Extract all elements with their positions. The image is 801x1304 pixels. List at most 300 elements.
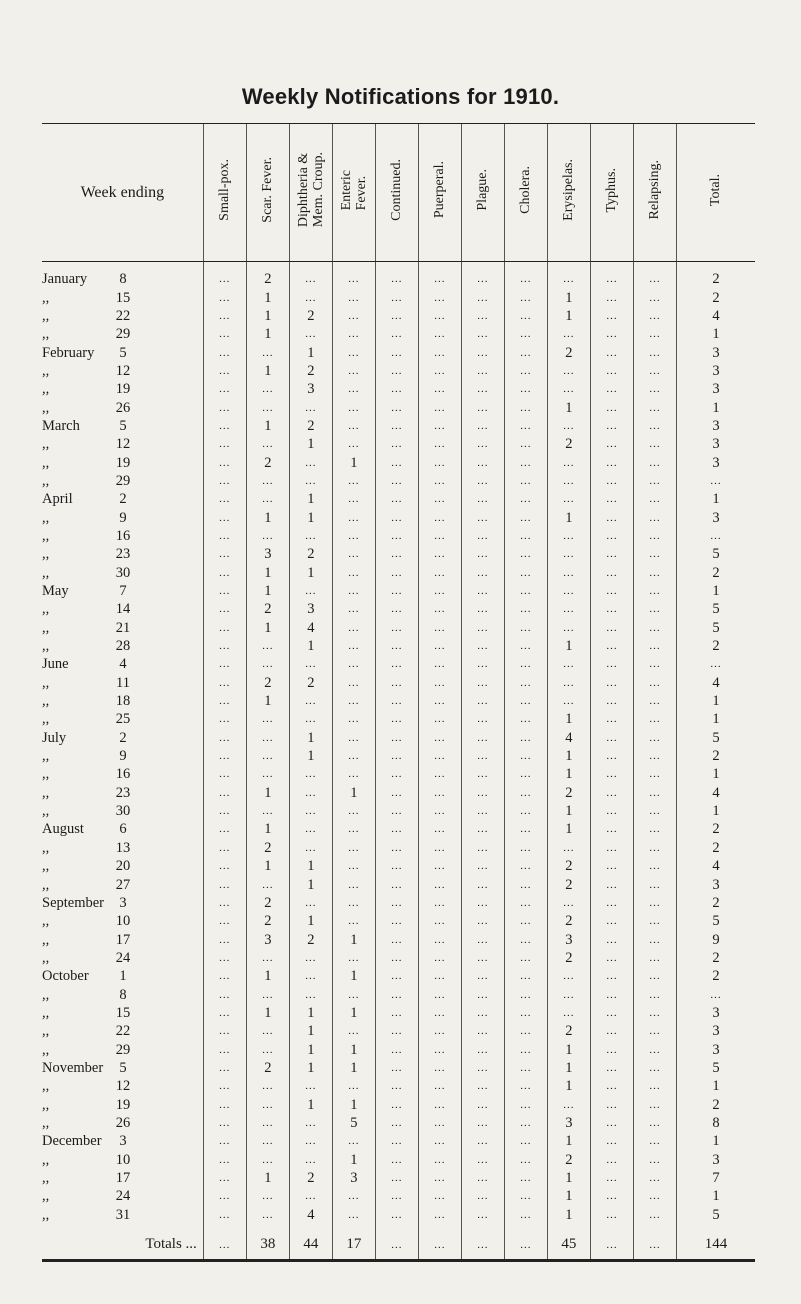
- count-cell: ...: [203, 949, 246, 967]
- table-row: [42, 508, 755, 526]
- count-cell: ...: [590, 453, 633, 471]
- count-cell: ...: [375, 1132, 418, 1150]
- count-cell: ...: [633, 1004, 676, 1022]
- notifications-table: [42, 123, 755, 1262]
- count-cell: ...: [332, 1077, 375, 1095]
- count-cell: ...: [590, 417, 633, 435]
- count-cell: 1: [246, 619, 289, 637]
- row-total-cell: 2: [676, 637, 755, 655]
- week-ending-cell: [42, 288, 203, 306]
- week-ending-cell: [42, 894, 203, 912]
- month-label: ,,: [42, 784, 50, 801]
- count-cell: ...: [289, 802, 332, 820]
- count-cell: ...: [504, 912, 547, 930]
- count-cell: 2: [547, 912, 590, 930]
- count-cell: ...: [504, 875, 547, 893]
- row-total-cell: 1: [676, 1132, 755, 1150]
- count-cell: ...: [375, 747, 418, 765]
- day-label: 26: [115, 399, 131, 416]
- count-cell: 1: [246, 1004, 289, 1022]
- total-cell: 38: [246, 1224, 289, 1261]
- count-cell: ...: [332, 710, 375, 728]
- count-cell: ...: [633, 307, 676, 325]
- count-cell: ...: [203, 398, 246, 416]
- count-cell: ...: [504, 802, 547, 820]
- month-label: ,,: [42, 748, 50, 765]
- count-cell: ...: [461, 1206, 504, 1224]
- total-cell: ...: [504, 1224, 547, 1261]
- count-cell: ...: [418, 1022, 461, 1040]
- count-cell: ...: [504, 362, 547, 380]
- table-row: [42, 1169, 755, 1187]
- week-ending-cell: [42, 1004, 203, 1022]
- day-label: 2: [119, 491, 127, 508]
- table-row: [42, 619, 755, 637]
- count-cell: ...: [633, 380, 676, 398]
- table-row: [42, 729, 755, 747]
- count-cell: 2: [547, 949, 590, 967]
- week-ending-cell: [42, 765, 203, 783]
- day-label: 22: [115, 1023, 131, 1040]
- month-label: ,,: [42, 986, 50, 1003]
- count-cell: 2: [547, 784, 590, 802]
- week-ending-cell: [42, 637, 203, 655]
- day-label: 19: [115, 381, 131, 398]
- count-cell: 4: [547, 729, 590, 747]
- month-label: April: [42, 491, 73, 508]
- count-cell: ...: [633, 472, 676, 490]
- count-cell: ...: [504, 380, 547, 398]
- count-cell: ...: [504, 839, 547, 857]
- count-cell: ...: [375, 710, 418, 728]
- header-relapsing: Relapsing.: [633, 124, 676, 262]
- count-cell: ...: [375, 1059, 418, 1077]
- table-row: [42, 967, 755, 985]
- count-cell: ...: [547, 967, 590, 985]
- count-cell: 1: [289, 912, 332, 930]
- table-row: [42, 1114, 755, 1132]
- count-cell: ...: [504, 894, 547, 912]
- count-cell: ...: [590, 545, 633, 563]
- count-cell: ...: [203, 435, 246, 453]
- count-cell: ...: [633, 1114, 676, 1132]
- count-cell: 2: [289, 1169, 332, 1187]
- count-cell: ...: [332, 619, 375, 637]
- count-cell: ...: [418, 325, 461, 343]
- count-cell: ...: [203, 472, 246, 490]
- month-label: ,,: [42, 509, 50, 526]
- day-label: 29: [115, 1041, 131, 1058]
- count-cell: ...: [332, 1187, 375, 1205]
- row-total-cell: 5: [676, 619, 755, 637]
- day-label: 27: [115, 876, 131, 893]
- count-cell: ...: [375, 912, 418, 930]
- table-row: [42, 1022, 755, 1040]
- day-label: 29: [115, 326, 131, 343]
- count-cell: ...: [375, 1187, 418, 1205]
- count-cell: ...: [461, 637, 504, 655]
- count-cell: ...: [547, 417, 590, 435]
- count-cell: ...: [332, 820, 375, 838]
- row-total-cell: 3: [676, 380, 755, 398]
- count-cell: ...: [633, 1077, 676, 1095]
- count-cell: 1: [289, 1022, 332, 1040]
- count-cell: 1: [246, 967, 289, 985]
- row-total-cell: 1: [676, 325, 755, 343]
- count-cell: ...: [633, 582, 676, 600]
- count-cell: ...: [246, 1206, 289, 1224]
- month-label: ,,: [42, 454, 50, 471]
- count-cell: ...: [203, 288, 246, 306]
- count-cell: ...: [332, 655, 375, 673]
- count-cell: 4: [289, 1206, 332, 1224]
- count-cell: ...: [547, 453, 590, 471]
- count-cell: 1: [289, 637, 332, 655]
- count-cell: ...: [332, 857, 375, 875]
- count-cell: ...: [332, 985, 375, 1003]
- table-row: [42, 1132, 755, 1150]
- count-cell: ...: [418, 949, 461, 967]
- row-total-cell: ...: [676, 655, 755, 673]
- count-cell: ...: [375, 1095, 418, 1113]
- table-row: [42, 1077, 755, 1095]
- count-cell: ...: [289, 472, 332, 490]
- table-row: [42, 398, 755, 416]
- count-cell: 1: [246, 288, 289, 306]
- count-cell: ...: [633, 435, 676, 453]
- count-cell: ...: [418, 729, 461, 747]
- count-cell: ...: [375, 545, 418, 563]
- row-total-cell: 1: [676, 1187, 755, 1205]
- count-cell: ...: [504, 1169, 547, 1187]
- count-cell: ...: [461, 1095, 504, 1113]
- count-cell: ...: [375, 1151, 418, 1169]
- header-puerperal: Puerperal.: [418, 124, 461, 262]
- count-cell: ...: [590, 582, 633, 600]
- count-cell: 2: [547, 1022, 590, 1040]
- count-cell: ...: [504, 600, 547, 618]
- count-cell: 3: [246, 930, 289, 948]
- count-cell: ...: [504, 262, 547, 289]
- count-cell: ...: [633, 655, 676, 673]
- count-cell: ...: [418, 655, 461, 673]
- table-row: [42, 930, 755, 948]
- month-label: August: [42, 821, 84, 838]
- month-label: ,,: [42, 564, 50, 581]
- count-cell: 3: [547, 930, 590, 948]
- count-cell: ...: [289, 1077, 332, 1095]
- count-cell: ...: [375, 875, 418, 893]
- count-cell: ...: [461, 435, 504, 453]
- count-cell: ...: [461, 545, 504, 563]
- count-cell: ...: [375, 985, 418, 1003]
- header-erysipelas: Erysipelas.: [547, 124, 590, 262]
- count-cell: ...: [633, 784, 676, 802]
- day-label: 14: [115, 601, 131, 618]
- day-label: 6: [119, 821, 127, 838]
- count-cell: 1: [289, 1059, 332, 1077]
- count-cell: ...: [461, 857, 504, 875]
- table-row: [42, 307, 755, 325]
- month-label: ,,: [42, 858, 50, 875]
- count-cell: ...: [203, 307, 246, 325]
- week-ending-cell: [42, 1040, 203, 1058]
- week-ending-cell: [42, 710, 203, 728]
- count-cell: 1: [289, 875, 332, 893]
- week-ending-cell: [42, 1077, 203, 1095]
- count-cell: ...: [203, 453, 246, 471]
- header-enteric-fever: Enteric Fever.: [332, 124, 375, 262]
- count-cell: ...: [590, 912, 633, 930]
- day-label: 13: [115, 839, 131, 856]
- count-cell: ...: [246, 527, 289, 545]
- count-cell: ...: [547, 362, 590, 380]
- count-cell: ...: [203, 417, 246, 435]
- totals-row: [42, 1224, 755, 1261]
- count-cell: ...: [461, 1077, 504, 1095]
- count-cell: 1: [547, 1169, 590, 1187]
- count-cell: ...: [461, 1114, 504, 1132]
- week-ending-cell: [42, 967, 203, 985]
- count-cell: ...: [375, 417, 418, 435]
- row-total-cell: 3: [676, 453, 755, 471]
- count-cell: ...: [418, 1114, 461, 1132]
- count-cell: ...: [375, 857, 418, 875]
- count-cell: ...: [461, 692, 504, 710]
- table-row: [42, 1095, 755, 1113]
- row-total-cell: 3: [676, 343, 755, 361]
- count-cell: ...: [461, 600, 504, 618]
- count-cell: ...: [418, 288, 461, 306]
- count-cell: ...: [246, 490, 289, 508]
- day-label: 10: [115, 913, 131, 930]
- week-ending-cell: [42, 839, 203, 857]
- count-cell: ...: [289, 262, 332, 289]
- count-cell: ...: [590, 820, 633, 838]
- count-cell: ...: [246, 472, 289, 490]
- count-cell: ...: [375, 784, 418, 802]
- month-label: ,,: [42, 381, 50, 398]
- total-cell: 17: [332, 1224, 375, 1261]
- count-cell: ...: [461, 765, 504, 783]
- count-cell: ...: [547, 655, 590, 673]
- count-cell: ...: [504, 1077, 547, 1095]
- row-total-cell: 3: [676, 417, 755, 435]
- count-cell: ...: [461, 398, 504, 416]
- table-row: [42, 747, 755, 765]
- count-cell: ...: [547, 600, 590, 618]
- table-row: [42, 343, 755, 361]
- count-cell: ...: [590, 435, 633, 453]
- week-ending-cell: [42, 655, 203, 673]
- week-ending-cell: [42, 435, 203, 453]
- header-cholera: Cholera.: [504, 124, 547, 262]
- count-cell: ...: [633, 1151, 676, 1169]
- table-row: [42, 875, 755, 893]
- day-label: 9: [119, 509, 127, 526]
- count-cell: ...: [504, 692, 547, 710]
- count-cell: ...: [590, 472, 633, 490]
- table-row: [42, 527, 755, 545]
- row-total-cell: 1: [676, 710, 755, 728]
- count-cell: ...: [461, 619, 504, 637]
- count-cell: ...: [504, 1151, 547, 1169]
- count-cell: ...: [633, 564, 676, 582]
- count-cell: ...: [375, 930, 418, 948]
- count-cell: ...: [504, 307, 547, 325]
- count-cell: ...: [633, 417, 676, 435]
- count-cell: ...: [461, 912, 504, 930]
- table-row: [42, 637, 755, 655]
- count-cell: ...: [633, 288, 676, 306]
- month-label: May: [42, 583, 69, 600]
- count-cell: ...: [289, 655, 332, 673]
- row-total-cell: 3: [676, 1040, 755, 1058]
- count-cell: ...: [418, 362, 461, 380]
- count-cell: ...: [203, 875, 246, 893]
- count-cell: ...: [633, 912, 676, 930]
- row-total-cell: 3: [676, 1151, 755, 1169]
- count-cell: ...: [332, 508, 375, 526]
- count-cell: ...: [203, 1151, 246, 1169]
- count-cell: ...: [547, 564, 590, 582]
- count-cell: 1: [246, 362, 289, 380]
- count-cell: ...: [203, 747, 246, 765]
- table-row: [42, 1059, 755, 1077]
- month-label: February: [42, 344, 95, 361]
- count-cell: ...: [590, 1004, 633, 1022]
- count-cell: ...: [461, 490, 504, 508]
- week-ending-cell: [42, 1151, 203, 1169]
- count-cell: ...: [332, 949, 375, 967]
- day-label: 5: [119, 417, 127, 434]
- count-cell: ...: [461, 894, 504, 912]
- count-cell: ...: [590, 490, 633, 508]
- count-cell: ...: [633, 1022, 676, 1040]
- count-cell: ...: [203, 1040, 246, 1058]
- count-cell: 1: [332, 967, 375, 985]
- count-cell: ...: [418, 1187, 461, 1205]
- totals-label: Totals ...: [42, 1224, 203, 1261]
- count-cell: ...: [547, 380, 590, 398]
- count-cell: ...: [289, 527, 332, 545]
- count-cell: ...: [332, 839, 375, 857]
- row-total-cell: 9: [676, 930, 755, 948]
- count-cell: 2: [289, 674, 332, 692]
- count-cell: 3: [332, 1169, 375, 1187]
- day-label: 16: [115, 527, 131, 544]
- count-cell: 2: [246, 839, 289, 857]
- table-row: [42, 820, 755, 838]
- row-total-cell: 2: [676, 262, 755, 289]
- count-cell: 2: [289, 930, 332, 948]
- table-row: [42, 985, 755, 1003]
- count-cell: ...: [461, 262, 504, 289]
- count-cell: ...: [633, 875, 676, 893]
- header-diphtheria: Diphtheria & Mem. Croup.: [289, 124, 332, 262]
- count-cell: ...: [289, 1187, 332, 1205]
- count-cell: 1: [332, 1040, 375, 1058]
- count-cell: ...: [633, 729, 676, 747]
- month-label: ,,: [42, 326, 50, 343]
- header-plague: Plague.: [461, 124, 504, 262]
- count-cell: ...: [590, 765, 633, 783]
- count-cell: ...: [332, 564, 375, 582]
- count-cell: ...: [547, 619, 590, 637]
- row-total-cell: 4: [676, 674, 755, 692]
- count-cell: ...: [461, 747, 504, 765]
- count-cell: 2: [547, 857, 590, 875]
- count-cell: ...: [590, 288, 633, 306]
- count-cell: 1: [246, 307, 289, 325]
- count-cell: 2: [246, 1059, 289, 1077]
- count-cell: ...: [633, 1059, 676, 1077]
- count-cell: ...: [332, 325, 375, 343]
- count-cell: ...: [246, 1151, 289, 1169]
- count-cell: 2: [246, 912, 289, 930]
- count-cell: ...: [375, 582, 418, 600]
- count-cell: ...: [504, 582, 547, 600]
- count-cell: ...: [246, 1132, 289, 1150]
- month-label: ,,: [42, 876, 50, 893]
- week-ending-cell: [42, 985, 203, 1003]
- month-label: ,,: [42, 601, 50, 618]
- count-cell: ...: [332, 288, 375, 306]
- week-ending-cell: [42, 472, 203, 490]
- day-label: 7: [119, 583, 127, 600]
- day-label: 23: [115, 546, 131, 563]
- count-cell: ...: [246, 1187, 289, 1205]
- count-cell: ...: [203, 637, 246, 655]
- table-row: [42, 765, 755, 783]
- month-label: November: [42, 1059, 104, 1076]
- day-label: 15: [115, 1004, 131, 1021]
- count-cell: 1: [547, 710, 590, 728]
- day-label: 10: [115, 1151, 131, 1168]
- count-cell: 1: [289, 1095, 332, 1113]
- row-total-cell: 2: [676, 288, 755, 306]
- count-cell: ...: [590, 619, 633, 637]
- week-ending-cell: [42, 527, 203, 545]
- count-cell: ...: [633, 820, 676, 838]
- month-label: December: [42, 1133, 102, 1150]
- count-cell: ...: [418, 417, 461, 435]
- count-cell: ...: [504, 857, 547, 875]
- table-row: [42, 784, 755, 802]
- header-typhus: Typhus.: [590, 124, 633, 262]
- count-cell: 1: [289, 435, 332, 453]
- day-label: 25: [115, 711, 131, 728]
- count-cell: 1: [547, 1206, 590, 1224]
- count-cell: ...: [590, 894, 633, 912]
- count-cell: ...: [633, 710, 676, 728]
- count-cell: ...: [203, 1004, 246, 1022]
- count-cell: ...: [633, 747, 676, 765]
- week-ending-cell: [42, 619, 203, 637]
- count-cell: 1: [547, 508, 590, 526]
- count-cell: ...: [375, 288, 418, 306]
- count-cell: ...: [332, 875, 375, 893]
- count-cell: ...: [375, 564, 418, 582]
- row-total-cell: 1: [676, 1077, 755, 1095]
- count-cell: ...: [547, 985, 590, 1003]
- count-cell: 1: [547, 1132, 590, 1150]
- table-row: [42, 802, 755, 820]
- count-cell: ...: [332, 802, 375, 820]
- count-cell: ...: [246, 655, 289, 673]
- count-cell: ...: [504, 985, 547, 1003]
- count-cell: ...: [590, 949, 633, 967]
